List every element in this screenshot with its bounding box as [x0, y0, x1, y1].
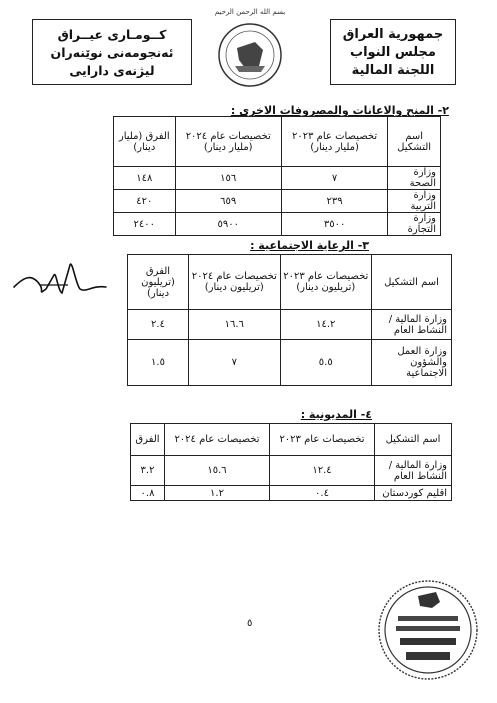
allocation-2024: ١.٢ — [165, 486, 270, 501]
table-row — [114, 167, 441, 190]
difference: ١٤٨ — [114, 167, 176, 190]
council-name: مجلس النواب — [350, 45, 436, 60]
allocation-2024: ٦٥٩ — [175, 190, 281, 213]
difference: ٢٤٠٠ — [114, 213, 176, 236]
column-header-name: اسم التشكيل — [388, 117, 441, 167]
grants-table — [113, 116, 441, 236]
section-heading-debt: ٤- المديونية : — [300, 408, 372, 421]
allocation-2023: ٣٥٠٠ — [281, 213, 387, 236]
section-heading-grants: ٢- المنح والاعانات والمصروفات الاخرى : — [230, 104, 449, 117]
table-row — [114, 213, 441, 236]
column-header-2023: تخصيصات عام ٢٠٢٣ — [270, 424, 375, 456]
column-header-difference: الفرق (تريليون دينار) — [128, 255, 189, 310]
header-right-box — [330, 19, 456, 85]
column-header-difference: الفرق — [131, 424, 165, 456]
allocation-2024: ٧ — [189, 340, 280, 386]
table-row — [114, 190, 441, 213]
ministry-name: وزارة التربية — [388, 190, 441, 213]
basmala: بسم الله الرحمن الرحيم — [214, 8, 286, 16]
column-header-2024: تخصيصات عام ٢٠٢٤ (تريليون دينار) — [189, 255, 280, 310]
allocation-2024: ١٥٦ — [175, 167, 281, 190]
official-seal-icon — [376, 578, 481, 683]
allocation-2023: ٠.٤ — [270, 486, 375, 501]
table-row — [131, 486, 452, 501]
column-header-difference: الفرق (مليار دينار) — [114, 117, 176, 167]
table-row — [131, 456, 452, 486]
allocation-2023: ٢٣٩ — [281, 190, 387, 213]
section-heading-social-welfare: ٣- الرعاية الاجتماعية : — [250, 239, 369, 252]
page-number: ٥ — [247, 618, 253, 629]
table-header-row — [131, 424, 452, 456]
allocation-2024: ١٦.٦ — [189, 310, 280, 340]
ministry-name: وزارة المالية / النشاط العام — [372, 310, 452, 340]
difference: ٠.٨ — [131, 486, 165, 501]
allocation-2023: ١٢.٤ — [270, 456, 375, 486]
column-header-2023: تخصيصات عام ٢٠٢٣ (مليار دينار) — [281, 117, 387, 167]
committee-name: اللجنة المالية — [351, 63, 435, 78]
country-name-kurdish: كــومـارى عيــراق — [57, 27, 167, 42]
allocation-2023: ٧ — [281, 167, 387, 190]
allocation-2024: ١٥.٦ — [165, 456, 270, 486]
header-left-box — [32, 19, 192, 85]
allocation-2023: ٥.٥ — [280, 340, 371, 386]
difference: ٣.٢ — [131, 456, 165, 486]
country-name: جمهورية العراق — [342, 27, 444, 42]
debt-table — [130, 423, 452, 501]
signature-icon — [10, 255, 115, 300]
committee-name-kurdish: لیژنەی دارایی — [69, 63, 155, 78]
council-name-kurdish: ئەنجومەنى نوێنەران — [50, 45, 174, 60]
column-header-name: اسم التشكيل — [375, 424, 452, 456]
ministry-name: وزارة التجارة — [388, 213, 441, 236]
table-row — [128, 310, 452, 340]
table-header-row — [114, 117, 441, 167]
parliament-emblem-icon — [215, 20, 285, 90]
ministry-name: وزارة المالية / النشاط العام — [375, 456, 452, 486]
column-header-2024: تخصيصات عام ٢٠٢٤ (مليار دينار) — [175, 117, 281, 167]
social-welfare-table — [127, 254, 452, 386]
difference: ٢.٤ — [128, 310, 189, 340]
ministry-name: اقليم كوردستان — [375, 486, 452, 501]
table-row — [128, 340, 452, 386]
allocation-2024: ٥٩٠٠ — [175, 213, 281, 236]
ministry-name: وزارة العمل والشؤون الاجتماعية — [372, 340, 452, 386]
column-header-name: اسم التشكيل — [372, 255, 452, 310]
column-header-2024: تخصيصات عام ٢٠٢٤ — [165, 424, 270, 456]
allocation-2023: ١٤.٢ — [280, 310, 371, 340]
ministry-name: وزارة الصحة — [388, 167, 441, 190]
difference: ٤٢٠ — [114, 190, 176, 213]
column-header-2023: تخصيصات عام ٢٠٢٣ (تريليون دينار) — [280, 255, 371, 310]
difference: ١.٥ — [128, 340, 189, 386]
table-header-row — [128, 255, 452, 310]
